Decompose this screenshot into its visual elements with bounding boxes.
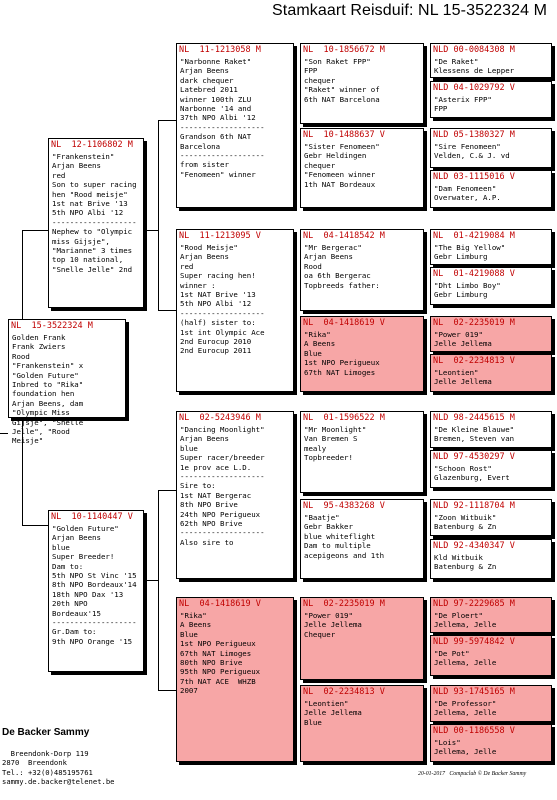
pigeon-info: "Frankenstein" Arjan Beens red Son to super racing hen "Rood meisje" 1st nat Brive '13 5th NPO Albi '12 ------------------- Nephew to "Olympic miss Gijsje", "Marianne" 3 times top 10 national, "Snelle Jelle" 2nd (52, 152, 137, 274)
pigeon-info: "Narbonne Raket" Arjan Beens dark chequer Latebred 2011 winner 100th ZLU Narbonne '14 and 37th NPO Albi '12 ------------------- Grandson 6th NAT Barcelona ------------------- from sister "Fenomeen" winner (180, 57, 265, 179)
ring-number: NLD 97-2229685 M (433, 599, 515, 609)
ring-number: NL 01-4219088 V (433, 269, 515, 279)
pigeon-card-dam[interactable] (48, 510, 144, 672)
pigeon-info: "Power 019" Jelle Jellema (434, 330, 492, 349)
ring-number: NL 10-1140447 V (51, 512, 133, 522)
ring-number: NL 02-2234813 V (433, 356, 515, 366)
pigeon-info: "Asterix FPP" FPP (434, 95, 492, 114)
pigeon-card-g6[interactable] (430, 267, 552, 305)
connector-line (22, 230, 48, 231)
ring-number: NL 01-4219084 M (433, 231, 515, 241)
pigeon-card-dam-sire[interactable] (176, 411, 294, 579)
ring-number: NL 04-1418619 V (179, 599, 261, 609)
pigeon-info: "De Pot" Jellema, Jelle (434, 649, 497, 668)
pigeon-card-sire-dam[interactable] (176, 229, 294, 392)
pigeon-card-dss[interactable] (300, 411, 424, 493)
pigeon-info: Golden Frank Frank Zwiers Rood "Frankenstein" x "Golden Future" Inbred to "Rika" foundation hen Arjan Beens, dam "Olympic Miss Gijsje", "Snelle Jelle", "Rood Meisje" (12, 333, 84, 446)
ring-number: NLD 99-5974842 V (433, 637, 515, 647)
pigeon-card-dds[interactable] (300, 597, 424, 680)
ring-number: NL 02-2235019 M (433, 318, 515, 328)
ring-number: NLD 98-2445615 M (433, 413, 515, 423)
ring-number: NL 95-4383268 V (303, 501, 385, 511)
ring-number: NLD 00-1186558 V (433, 726, 515, 736)
ring-number: NL 10-1856672 M (303, 45, 385, 55)
connector-line (158, 690, 176, 691)
ring-number: NLD 92-1118704 M (433, 501, 515, 511)
pigeon-card-sds[interactable] (300, 229, 424, 311)
ring-number: NL 10-1488637 V (303, 130, 385, 140)
pigeon-card-g7[interactable] (430, 316, 552, 352)
pigeon-info: "Baatje" Gebr Bakker blue whiteflight Dam to multiple acepigeons and 1th (304, 513, 385, 560)
connector-line (158, 490, 176, 491)
page-title: Stamkaart Reisduif: NL 15-3522324 M (272, 2, 548, 19)
pigeon-card-g14[interactable] (430, 635, 552, 676)
pigeon-info: "De Ploert" Jellema, Jelle (434, 611, 497, 630)
ring-number: NLD 05-1380327 M (433, 130, 515, 140)
pigeon-card-ssd[interactable] (300, 128, 424, 208)
ring-number: NL 02-5243946 M (179, 413, 261, 423)
ring-number: NL 01-1596522 M (303, 413, 385, 423)
ring-number: NL 11-1213095 V (179, 231, 261, 241)
pigeon-card-sire-sire[interactable] (176, 43, 294, 208)
pigeon-info: "Dancing Moonlight" Arjan Beens blue Super racer/breeder 1e prov ace L.D. ------------------- Sire to: 1st NAT Bergerac 8th NPO Brive 24th NPO Perigueux 62th NPO Brive ------------------- Also sire to (180, 425, 265, 547)
connector-line (22, 525, 48, 526)
pigeon-card-g1[interactable] (430, 43, 552, 78)
ring-number: NL 04-1418619 V (303, 318, 385, 328)
pigeon-card-g12[interactable] (430, 539, 552, 579)
pigeon-info: "Rika" A Beens Blue 1st NPO Perigueux 67th NAT Limoges (304, 330, 380, 377)
pigeon-card-sire[interactable] (48, 138, 144, 308)
ring-number: NLD 93-1745165 M (433, 687, 515, 697)
ring-number: NLD 00-0084308 M (433, 45, 515, 55)
pigeon-info: "Sister Fenomeen" Gebr Heldingen chequer "Fenomeen winner 1th NAT Bordeaux (304, 142, 380, 189)
ring-number: NLD 04-1029792 V (433, 83, 515, 93)
ring-number: NL 02-2234813 V (303, 687, 385, 697)
pigeon-info: "De Raket" Klessens de Lepper (434, 57, 515, 76)
owner-address: Breendonk-Dorp 119 2870 Breendonk Tel.: +32(0)485195761 sammy.de.backer@telenet.be (2, 748, 115, 786)
pigeon-info: "Schoon Rost" Glazenburg, Evert (434, 464, 510, 483)
pigeon-info: "Power 019" Jelle Jellema Chequer (304, 611, 362, 639)
connector-line (22, 230, 23, 324)
ring-number: NLD 03-1115016 V (433, 172, 515, 182)
pigeon-info: "Leontien" Jelle Jellema Blue (304, 699, 362, 727)
pigeon-card-g10[interactable] (430, 450, 552, 488)
pigeon-info: "De Professor" Jellema, Jelle (434, 699, 497, 718)
pigeon-card-ddd[interactable] (300, 685, 424, 762)
pigeon-card-g8[interactable] (430, 354, 552, 392)
pigeon-info: "Mr Bergerac" Arjan Beens Rood oa 6th Bergerac Topbreeds father: (304, 243, 380, 290)
pigeon-card-g3[interactable] (430, 128, 552, 168)
pigeon-info: "The Big Yellow" Gebr Limburg (434, 243, 506, 262)
ring-number: NL 02-2235019 M (303, 599, 385, 609)
ring-number: NLD 97-4530297 V (433, 452, 515, 462)
pigeon-info: "Dam Fenomeen" Overwater, A.P. (434, 184, 501, 203)
ring-number: NL 12-1106802 M (51, 140, 133, 150)
ring-number: NL 04-1418542 M (303, 231, 385, 241)
pigeon-card-sss[interactable] (300, 43, 424, 124)
pigeon-card-g2[interactable] (430, 81, 552, 118)
pigeon-card-g11[interactable] (430, 499, 552, 536)
owner-info (2, 707, 115, 787)
connector-line (0, 433, 8, 434)
pigeon-card-dam-dam[interactable] (176, 597, 294, 762)
pigeon-card-g15[interactable] (430, 685, 552, 722)
footer-credit: 20-01-2017 Compuclub © De Backer Sammy (418, 771, 527, 777)
pigeon-card-sdd[interactable] (300, 316, 424, 392)
connector-line (144, 580, 158, 581)
pigeon-card-dsd[interactable] (300, 499, 424, 579)
pigeon-card-g4[interactable] (430, 170, 552, 208)
pigeon-info: "Sire Fenomeen" Velden, C.& J. vd (434, 142, 510, 161)
pigeon-info: "Dht Limbo Boy" Gebr Limburg (434, 281, 501, 300)
ring-number: NLD 92-4340347 V (433, 541, 515, 551)
connector-line (144, 230, 158, 231)
ring-number: NL 11-1213058 M (179, 45, 261, 55)
pigeon-info: "Mr Moonlight" Van Bremen S mealy Topbreeder! (304, 425, 367, 463)
connector-line (158, 120, 159, 310)
pigeon-card-g16[interactable] (430, 724, 552, 762)
pigeon-card-main[interactable] (8, 319, 126, 446)
pigeon-info: "De Kleine Blauwe" Bremen, Steven van (434, 425, 515, 444)
pigeon-info: "Lois" Jellema, Jelle (434, 738, 497, 757)
owner-name: De Backer Sammy (2, 727, 90, 738)
connector-line (158, 310, 176, 311)
pigeon-info: "Golden Future" Arjan Beens blue Super Breeder! Dam to: 5th NPO St Vinc '15 8th NPO Bordeaux'14 18th NPO Dax '13 20th NPO Bordeaux'15 ------------------- Gr.Dam to: 9th NPO Orange '15 (52, 524, 137, 646)
pigeon-info: "Zoon Witbuik" Batenburg & Zn (434, 513, 497, 532)
pigeon-info: "Leontien" Jelle Jellema (434, 368, 492, 387)
ring-number: NL 15-3522324 M (11, 321, 93, 331)
pigeon-card-g5[interactable] (430, 229, 552, 265)
pigeon-card-g9[interactable] (430, 411, 552, 448)
pigeon-info: "Son Raket FPP" FPP chequer "Raket" winner of 6th NAT Barcelona (304, 57, 380, 104)
pigeon-info: Kld Witbuik Batenburg & Zn (434, 553, 497, 572)
connector-line (158, 120, 176, 121)
pigeon-card-g13[interactable] (430, 597, 552, 633)
connector-line (158, 490, 159, 690)
pigeon-info: "Rika" A Beens Blue 1st NPO Perigueux 67th NAT Limoges 80th NPO Brive 95th NPO Perigueux 7th NAT ACE WHZB 2007 (180, 611, 261, 696)
pigeon-info: "Rood Meisje" Arjan Beens red Super racing hen! winner : 1st NAT Brive '13 5th NPO Albi '12 ------------------- (half) sister to: 1st int Olympic Ace 2nd Eurocup 2010 2nd Eurocup 2011 (180, 243, 265, 356)
